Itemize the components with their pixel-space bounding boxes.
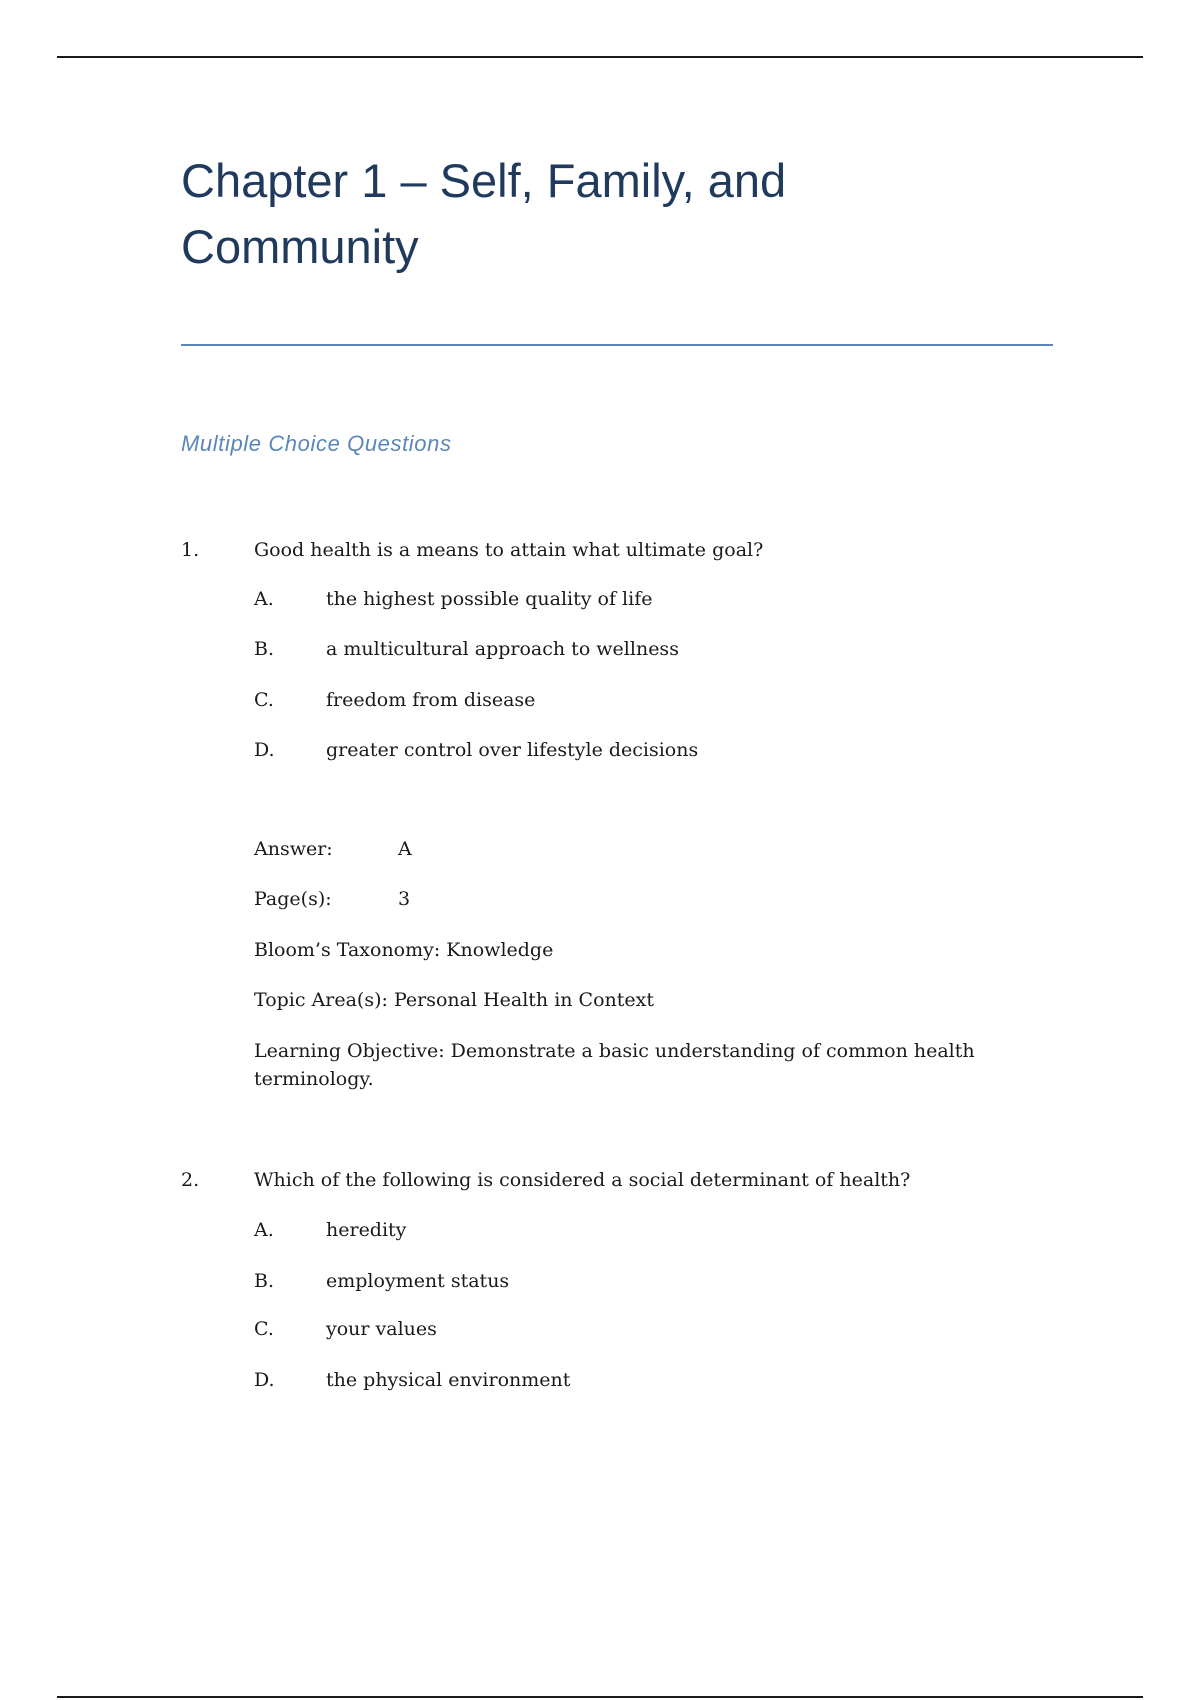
learning-objective: Learning Objective: Demonstrate a basic understanding of common health terminology. xyxy=(254,1040,975,1090)
topic-area: Topic Area(s): Personal Health in Context xyxy=(254,989,655,1011)
option-text: your values xyxy=(326,1318,437,1340)
pages-value: 3 xyxy=(398,888,411,910)
option-label: B. xyxy=(254,1270,275,1292)
question-number: 1. xyxy=(181,539,200,561)
option-text: a multicultural approach to wellness xyxy=(326,638,679,660)
bloom-taxonomy: Bloom’s Taxonomy: Knowledge xyxy=(254,939,554,961)
option-text: heredity xyxy=(326,1219,407,1241)
pages-label: Page(s): xyxy=(254,888,332,910)
option-label: C. xyxy=(254,1318,274,1340)
option-label: D. xyxy=(254,1369,275,1391)
option-label: A. xyxy=(254,588,274,610)
question-text: Which of the following is considered a social determinant of health? xyxy=(254,1169,911,1191)
option-text: greater control over lifestyle decisions xyxy=(326,739,699,761)
option-text: the highest possible quality of life xyxy=(326,588,653,610)
chapter-title: Chapter 1 – Self, Family, and Community xyxy=(181,154,787,273)
question-number: 2. xyxy=(181,1169,200,1191)
option-text: the physical environment xyxy=(326,1369,571,1391)
option-text: employment status xyxy=(326,1270,510,1292)
page-top-rule xyxy=(57,56,1143,58)
answer-value: A xyxy=(398,838,412,860)
page-bottom-rule xyxy=(57,1696,1143,1698)
option-label: C. xyxy=(254,689,274,711)
title-underline xyxy=(181,344,1053,346)
answer-label: Answer: xyxy=(254,838,333,860)
option-label: D. xyxy=(254,739,275,761)
option-label: A. xyxy=(254,1219,274,1241)
section-heading: Multiple Choice Questions xyxy=(181,431,452,456)
option-label: B. xyxy=(254,638,275,660)
option-text: freedom from disease xyxy=(326,689,536,711)
question-text: Good health is a means to attain what ultimate goal? xyxy=(254,539,764,561)
